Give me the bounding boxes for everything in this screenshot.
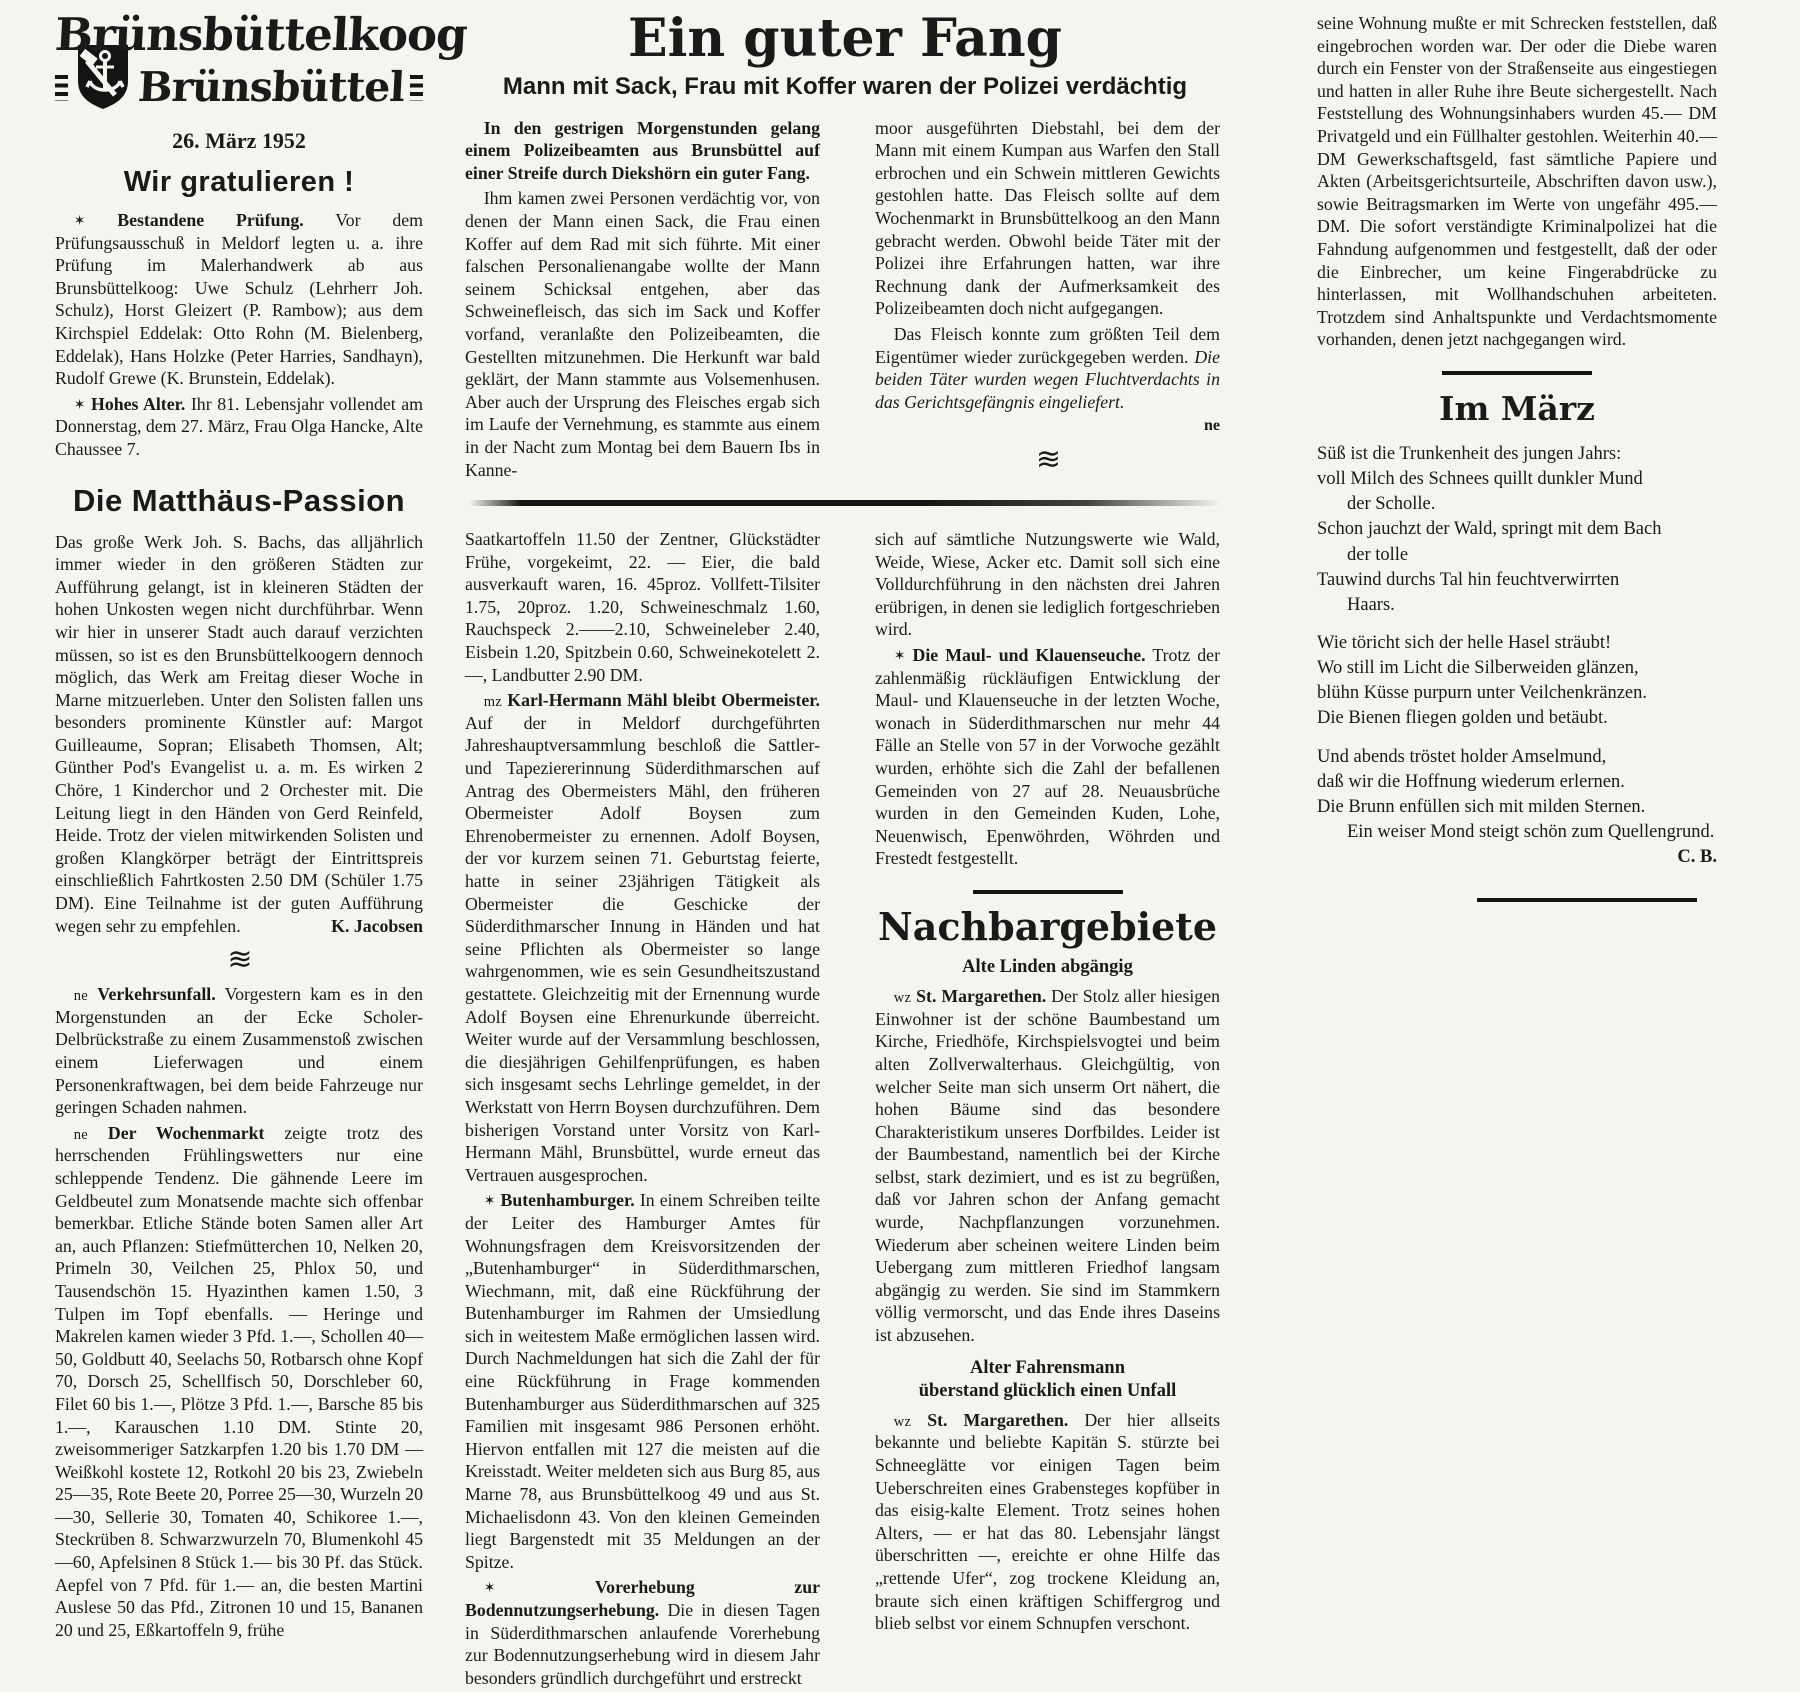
poem-line: Und abends tröstet holder Amselmund, bbox=[1317, 746, 1607, 767]
march-poem bbox=[1317, 442, 1717, 871]
matthaeus-article bbox=[55, 531, 423, 938]
correspondent-siglum: wz bbox=[893, 1413, 912, 1430]
article-paragraph bbox=[875, 644, 1220, 870]
local-news bbox=[55, 983, 423, 1641]
paragraph-lead: St. Margarethen. bbox=[916, 986, 1047, 1007]
paragraph-text: Der hier allseits bekannte und beliebte Kapitän S. stürzte bei Schneeglätte vor einigen Tagen beim Ueberschreiten eines Grabensteges kopfüber in das eisig-kalte Element. Trotz seines hohen Alters, — er hat das 80. Lebensjahr längst überschritten —, ereichte er ohne Hilfe das „rettende Ufer“, zog trockene Kleidung an, braute sich einen kräftigen Schiffergrog und blieb selbst vor einem Schnupfen verschont. bbox=[875, 1409, 1220, 1634]
poem-stanza bbox=[1317, 442, 1717, 618]
article-paragraph bbox=[875, 323, 1220, 413]
article-lead-paragraph: In den gestrigen Morgenstunden gelang einem Polizeibeamten aus Brunsbüttel auf einer Streife durch Diekshörn ein guter Fang. bbox=[465, 117, 820, 183]
poem-line: Wo still im Licht die Silberweiden glänzen, bbox=[1317, 658, 1639, 679]
stripes-left-ornament bbox=[55, 75, 68, 101]
masthead-title-line1: Brünsbüttelkoog bbox=[53, 8, 469, 61]
subheadline-line1: Alter Fahrensmann bbox=[969, 1357, 1126, 1378]
article-paragraph bbox=[55, 983, 423, 1119]
continuation-paragraph: sich auf sämtliche Nutzungswerte wie Wald, Weide, Wiese, Acker etc. Damit soll sich eine Volldurchführung in den nächsten drei Jahren erübrigen, in denen sie lediglich fortgeschrieben wird. bbox=[875, 529, 1220, 640]
poem-line: Die Bienen fliegen golden und betäubt. bbox=[1317, 708, 1608, 729]
subheadline-fahrensmann bbox=[875, 1357, 1220, 1403]
correspondent-signature: ne bbox=[1204, 417, 1220, 435]
poem-stanza bbox=[1317, 631, 1717, 732]
squiggle-divider-ornament: ≋ bbox=[1035, 442, 1060, 476]
paragraph-lead: Verkehrsunfall. bbox=[97, 984, 216, 1005]
article-paragraph bbox=[875, 985, 1220, 1347]
poem-line-text: Ein weiser Mond steigt schön zum Quellengrund. bbox=[1347, 822, 1715, 843]
author-signature: K. Jacobsen bbox=[331, 915, 423, 936]
paragraph-text: Ihr 81. Lebensjahr vollendet am Donnerstag, dem 27. März, Frau Olga Hancke, Alte Chaussee 7. bbox=[55, 393, 424, 459]
star-marker-icon: ✶ bbox=[483, 1581, 496, 1597]
poem-line: voll Milch des Schnees quillt dunkler Mund bbox=[1317, 469, 1643, 490]
masthead-title-line2: Brünsbüttel bbox=[136, 63, 405, 111]
paragraph-lead: Vorerhebung zur Bodennutzungserhebung. bbox=[465, 1577, 820, 1620]
burglary-article-continuation bbox=[1317, 12, 1717, 351]
column-3 bbox=[875, 528, 1220, 1692]
section-rule bbox=[973, 890, 1123, 894]
article-paragraph bbox=[55, 393, 423, 461]
star-marker-icon: ✶ bbox=[893, 649, 906, 665]
headline-im-maerz: Im März bbox=[1439, 388, 1595, 428]
column-right bbox=[1317, 12, 1717, 902]
paragraph-lead: Hohes Alter. bbox=[91, 393, 186, 414]
paragraph-lead: Die Maul- und Klauenseuche. bbox=[912, 645, 1146, 666]
paragraph-text: Auf der in Meldorf durchgeführten Jahreshauptversammlung beschloß die Sattler- und Tapeziererinnung Süderdithmarschen auf Antrag des Obermeisters Mähl, den früheren Obermeister Adolf Boysen zum Ehrenobermeister zu ernennen. Adolf Boysen, der vor kurzem seinen 71. Geburtstag feierte, hatte in seiner 23jährigen Tätigkeit als Obermeister die Geschicke der Süderdithmarscher Innung in Händen und hat seine Pflichten als Obermeister so lange wahrgenommen, wie es sein Gesundheitszustand gestattete. Gleichzeitig mit der Ernennung wurde Adolf Boysen eine Ehrenurkunde überreicht. Weiter wurde auf der Versammlung beschlossen, die diesjährigen Gehilfenprüfungen, es haben sich insgesamt sechs Lehrlinge gemeldet, in der Werkstatt von Herrn Boysen durchzuführen. Dem bisherigen Vorstand unter Vorsitz von Karl-Hermann Mähl, Brunsbüttel, wurde erneut das Vertrauen ausgesprochen. bbox=[465, 712, 820, 1185]
poem-stanza bbox=[1317, 745, 1717, 871]
paragraph-lead: St. Margarethen. bbox=[927, 1409, 1069, 1430]
paragraph-text: In einem Schreiben teilte der Leiter des Hamburger Amtes für Wohnungsfragen dem Kreisvorsitzenden der „Butenhamburger“ in Süderdithmarschen, Wiechmann, mit, daß eine Rückführung der Butenhamburger im Rahmen der Umsiedlung sich in weitestem Maße ermöglichen lassen wird. Durch Nachmeldungen hat sich die Zahl der für eine Rückführung in Frage kommenden Butenhamburger aus Süderdithmarschen auf 325 Familien mit insgesamt 986 Personen erhöht. Hiervon entfallen mit 127 die meisten auf die Kreisstadt. Weiter meldeten sich aus Burg 85, aus Marne 78, aus Brunsbüttelkoog 49 und aus St. Michaelisdonn 43. Von den kleinen Gemeinden liegt Bargenstedt mit 35 Meldungen an der Spitze. bbox=[465, 1190, 820, 1572]
article-paragraph bbox=[465, 1576, 820, 1689]
poem-line: Süß ist die Trunkenheit des jungen Jahrs: bbox=[1317, 443, 1622, 464]
paragraph-text-italic: Die beiden Täter wurden wegen Fluchtverdachts in das Gerichtsgefängnis eingeliefert. bbox=[875, 346, 1220, 412]
article-paragraph bbox=[55, 531, 423, 938]
paragraph-text: zeigte trotz des herrschenden Frühlingswetters nur eine schleppende Tendenz. Die gähnende Leere im Geldbeutel zum Monatsende machte sich offenbar bemerkbar. Etliche Stände boten Samen aller Art an, auch Pflanzen: Stiefmütterchen 10, Nelken 20, Primeln 30, Veilchen 25, Phlox 50, und Tausendschön 15. Hyazinthen kamen 1.50, 3 Tulpen im Topf ebenfalls. — Heringe und Makrelen kamen wieder 3 Pfd. 1.—, Schollen 40—50, Goldbutt 40, Seelachs 50, Rotbarsch ohne Kopf 70, Dorsch 25, Schellfisch 50, Dorschleber 60, Filet 60 bis 1.—, Plötze 3 Pfd. 1.—, Barsche 85 bis 1.—, Karauschen 1.10 DM. Stinte 20, zweisommeriger Satzkarpfen 1.20 bis 1.70 DM — Weißkohl kostete 12, Rotkohl 20 bis 23, Zwiebeln 25—35, Rote Beete 20, Porree 25—30, Wurzeln 20—30, Sellerie 30, Tomaten 40, Schikoree 1.—, Steckrüben 8. Schwarzwurzeln 70, Blumenkohl 45—60, Apfelsinen 8 Stück 1.— bis 30 Pf. das Stück. Aepfel von 7 Pfd. für 1.— an, die besten Martini Auslese 50 das Pfd., Zitronen 10 und 15, Bananen 20 und 25, Eßkartoffeln 9, frühe bbox=[55, 1122, 423, 1640]
fang-article-right-column bbox=[875, 117, 1220, 485]
paragraph-text: Vorgestern kam es in den Morgenstunden an der Ecke Scholer-Delbrückstraße zu einem Zusammenstoß zwischen einem Lieferwagen und einem Personenkraftwagen, bei dem beide Fahrzeuge nur geringen Schaden nahmen. bbox=[55, 984, 423, 1118]
market-continuation-paragraph: Saatkartoffeln 11.50 der Zentner, Glückstädter Frühe, vorgekeimt, 22. — Eier, die bald ausverkauft waren, 16. 45proz. Vollfett-Tilsiter 1.75, 20proz. 1.20, Schweineschmalz 1.60, Rauchspeck 2.——2.10, Schweineleber 2.40, Eisbein 1.20, Spitzbein 0.60, Schweinekotelett 2.—, Landbutter 2.90 DM. bbox=[465, 529, 820, 685]
continuation-paragraph: seine Wohnung mußte er mit Schrecken feststellen, daß eingebrochen worden war. Der oder die Diebe waren durch ein Fenster von der Straßenseite aus eingestiegen und hatten in aller Ruhe ihre Beute sichergestellt. Nach Feststellung des Wohnungsinhabers wurden 45.— DM Privatgeld und ein Füllhalter gestohlen. Weiterhin 40.— DM Gewerkschaftsgeld, fast sämtliche Papiere und Akten (Arbeitsgerichtsurteile, Abschriften davon usw.), sowie Beitragsmarken im Werte von ungefähr 495.— DM. Die sofort verständigte Kriminalpolizei hat die Fahndung aufgenommen und festgestellt, daß der oder die Einbrecher, um keine Fingerabdrücke zu hinterlassen, mit Wollhandschuhen arbeiteten. Trotzdem sind Anhaltspunkte und Verdachtsmomente vorhanden, denen jetzt nachgegangen wird. bbox=[1317, 13, 1717, 350]
poem-line: der tolle bbox=[1347, 544, 1409, 565]
masthead bbox=[53, 8, 469, 116]
poem-line: Schon jauchzt der Wald, springt mit dem Bach bbox=[1317, 519, 1662, 540]
gratulieren-article bbox=[55, 209, 423, 461]
correspondent-siglum: mz bbox=[483, 694, 503, 711]
poem-author-signature: C. B. bbox=[1677, 847, 1717, 868]
star-marker-icon: ✶ bbox=[73, 397, 86, 413]
article-paragraph bbox=[875, 1409, 1220, 1635]
article-paragraph bbox=[55, 1122, 423, 1642]
paragraph-lead: Karl-Hermann Mähl bleibt Obermeister. bbox=[507, 690, 820, 711]
masthead-title-row bbox=[55, 59, 423, 116]
poem-line: Tauwind durchs Tal hin feuchtverwirrten bbox=[1317, 569, 1620, 590]
fang-article-left-column bbox=[465, 117, 820, 485]
article-paragraph bbox=[465, 1189, 820, 1573]
paragraph-text: Vor dem Prüfungsausschuß in Meldorf legten u. a. ihre Prüfung im Malerhandwerk ab aus Brunsbüttelkoog: Uwe Schulz (Lehrherr Joh. Schulz), Horst Gleizert (P. Rambow); aus dem Kirchspiel Eddelak: Otto Rohn (M. Bielenberg, Eddelak), Hans Holzke (Peter Harries, Sandhayn), Rudolf Grewe (K. Brunstein, Eddelak). bbox=[55, 210, 424, 389]
article-paragraph: Ihm kamen zwei Personen verdächtig vor, von denen der Mann einen Sack, die Frau einen Koffer auf dem Rad mit sich führte. Mit einer falschen Personalienangabe wollte der Mann seinem Schicksal entgehen, aber das Schweinefleisch, das sich im Sack und Koffer vorfand, veranlaßte den Polizeibeamten, die Gestellten mitzunehmen. Die Herkunft war bald geklärt, der Mann stammte aus Volsemenhusen. Aber auch der Ursprung des Fleisches ergab sich im Laufe der Vernehmung, es stammte aus einem in der Nacht zum Montag bei dem Bauern Ibs in Kanne- bbox=[465, 188, 820, 480]
subheadline-fang: Mann mit Sack, Frau mit Koffer waren der Polizei verdächtig bbox=[502, 72, 1188, 100]
headline-ein-guter-fang: Ein guter Fang bbox=[627, 8, 1062, 69]
section-rule bbox=[1442, 371, 1592, 375]
article-paragraph bbox=[465, 689, 820, 1186]
subheadline-line2: überstand glücklich einen Unfall bbox=[918, 1380, 1177, 1401]
section-rule bbox=[469, 500, 1221, 506]
poem-line: der Scholle. bbox=[1347, 494, 1436, 515]
correspondent-siglum: ne bbox=[73, 1126, 88, 1143]
headline-wir-gratulieren: Wir gratulieren ! bbox=[123, 166, 355, 198]
poem-line: blühn Küsse purpurn unter Veilchenkränzen. bbox=[1317, 683, 1648, 704]
paragraph-lead: Der Wochenmarkt bbox=[107, 1122, 265, 1143]
paragraph-lead: Butenhamburger. bbox=[500, 1190, 635, 1211]
paragraph-text: Trotz der zahlenmäßig rückläufigen Entwicklung der Maul- und Klauenseuche in der letzten Woche, wonach in Süderdithmarschen nur mehr 44 Fälle an Stelle von 57 in der Vorwoche gezählt wurden, erhöhte sich die Zahl der befallenen Gemeinden von 27 auf 28. Neuausbrüche wurden in den Gemeinden Kuden, Lohe, Neuenwisch, Epenwöhrden, Wöhrden und Frestedt festgestellt. bbox=[875, 645, 1220, 869]
star-marker-icon: ✶ bbox=[73, 214, 86, 229]
stripes-right-ornament bbox=[410, 75, 423, 101]
paragraph-text: Die in diesen Tagen in Süderdithmarschen anlaufende Vorerhebung zur Bodennutzungserhebung wird in diesem Jahr besonders gründlich durchgeführt und erstreckt bbox=[465, 1600, 820, 1688]
headline-nachbargebiete: Nachbargebiete bbox=[878, 904, 1217, 949]
section-rule bbox=[1477, 898, 1697, 902]
poem-line: Die Brunn enfüllen sich mit milden Sternen. bbox=[1317, 796, 1646, 817]
poem-line: daß wir die Hoffnung wiederum erlernen. bbox=[1317, 771, 1625, 792]
subheadline-alte-linden: Alte Linden abgängig bbox=[962, 957, 1133, 977]
paragraph-text: Der Stolz aller hiesigen Einwohner ist der schöne Baumbestand um Kirche, Friedhöfe, Kirchspielsvogtei und beim alten Zollverwalterhaus. Gleichgültig, von welcher Seite man sich unserm Ort nähert, die hohen Bäume sind das besondere Charakteristikum unseres Dorfbildes. Leider ist der Baumbestand, namentlich bei der Kirche selbst, stark dezimiert, und es ist zu begrüßen, daß vor Jahren schon der Anfang gemacht wurde, Nachpflanzungen vorzunehmen. Wiederum aber scheinen weitere Linden beim Uebergang zum mittleren Friedhof langsam abgängig zu werden. Sie sind im Stammkern völlig vermorscht, und das Ende ihres Daseins ist abzusehen. bbox=[875, 986, 1220, 1346]
fang-article bbox=[465, 117, 1225, 485]
article-paragraph bbox=[55, 209, 423, 390]
poem-line bbox=[1317, 820, 1717, 870]
lower-columns bbox=[465, 528, 1225, 1692]
star-marker-icon: ✶ bbox=[483, 1194, 496, 1210]
squiggle-divider-ornament: ≋ bbox=[227, 943, 251, 977]
paragraph-text: Das große Werk Joh. S. Bachs, das alljährlich immer wieder in den größeren Städten zur Aufführung gelangt, ist in kleineren Städten der hohen Unkosten wegen nicht durchführbar. Wenn wir hier in unserer Stadt auch darauf verzichten müssen, so ist es den Brunsbüttelkoogern dennoch möglich, das Werk am Freitag dieser Woche in Marne mitzuerleben. Unter den Solisten fallen uns besonders prominente Künstler auf: Margot Guilleaume, Sopran; Elisabeth Thomsen, Alt; Günther Pod's Evangelist u. a. m. Es wirken 2 Chöre, 1 Kinderchor und 2 Orchester mit. Die Leitung liegt in den Händen von Gerd Reinfeld, Heide. Trotz der vielen mitwirkenden Solisten und großen Klangkörper beträgt der Eintrittspreis einschließlich Fahrtkosten 2.50 DM (Schüler 1.75 DM). Eine Teilnahme ist der guten Aufführung wegen sehr zu empfehlen. bbox=[55, 531, 423, 936]
article-paragraph: moor ausgeführten Diebstahl, bei dem der Mann mit einem Kumpan aus Warfen den Stall erbrochen und ein Schwein mittleren Gewichts gestohlen hatte. Das Fleisch sollte auf dem Wochenmarkt in Brunsbüttelkoog an den Mann gebracht werden. Obwohl beide Täter mit der Polizei ihre Erfahrungen hatten, war ihre Rechnung dank der Aufmerksamkeit des Polizeibeamten doch nicht aufgegangen. bbox=[875, 117, 1220, 319]
column-left bbox=[53, 8, 469, 1644]
column-2 bbox=[465, 528, 820, 1692]
correspondent-siglum: wz bbox=[893, 990, 912, 1007]
center-block bbox=[465, 8, 1225, 1692]
paragraph-lead: Bestandene Prüfung. bbox=[117, 210, 304, 230]
correspondent-siglum: ne bbox=[73, 988, 88, 1005]
poem-line: Haars. bbox=[1347, 594, 1395, 615]
poem-line: Wie töricht sich der helle Hasel sträubt! bbox=[1317, 633, 1612, 653]
issue-date: 26. März 1952 bbox=[172, 128, 306, 153]
paragraph-text: Das Fleisch konnte zum größten Teil dem Eigentümer wieder zurückgegeben werden. bbox=[875, 323, 1220, 367]
headline-matthaeus-passion: Die Matthäus-Passion bbox=[72, 482, 406, 518]
